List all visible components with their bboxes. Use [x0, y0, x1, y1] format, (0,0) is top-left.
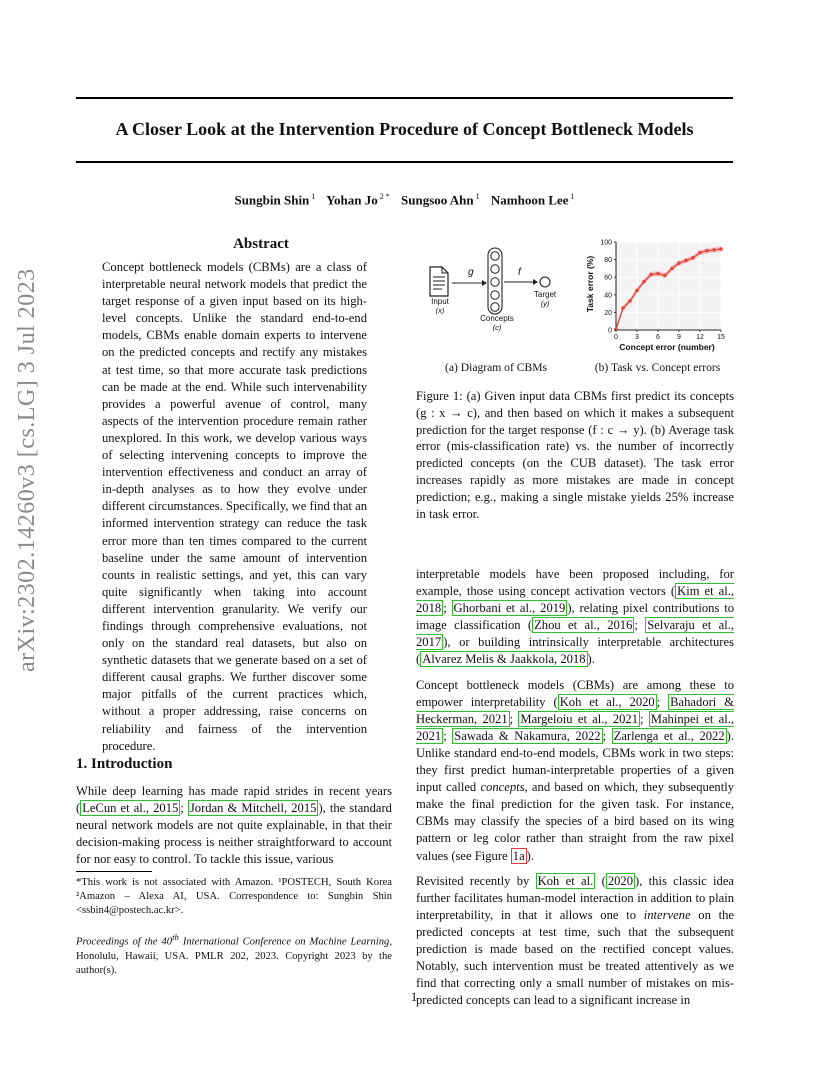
chart-y-tick-label: 40 [604, 292, 612, 300]
proceedings-note: Proceedings of the 40th International Conference on Machine Learning, Honolulu, Hawaii, USA. PMLR 202, 2023. Copyright 2023 by the author(s). [76, 932, 392, 976]
diagram-input-var: (x) [435, 306, 445, 315]
chart-data-point [663, 274, 667, 278]
chart-data-point [628, 299, 632, 303]
diagram-concepts-label: Concepts [480, 314, 514, 323]
citation-link[interactable]: Margeloiu et al., 2021 [520, 711, 639, 726]
citation-link[interactable]: Koh et al., 2020 [559, 694, 655, 709]
chart-x-tick-label: 6 [656, 334, 660, 341]
citation-link[interactable]: 2020 [607, 873, 633, 888]
chart-data-point [712, 248, 716, 252]
author-list [76, 192, 733, 208]
chart-data-point [691, 256, 695, 260]
footnote-rule [76, 871, 152, 872]
paper-title: A Closer Look at the Intervention Procedure of Concept Bottleneck Models [115, 119, 694, 139]
right-column-text [416, 566, 734, 1009]
chart-data-point [649, 273, 653, 277]
body-paragraph: Concept bottleneck models (CBMs) are among these to empower interpretability ( Koh et al., 2020 ; Bahadori & Heckerman, 2021 ; Margeloiu et al., 2021 ; Mahinpei et al., 2021 ; Sawada & Nakamura, 2022 ; Zarlenga et al., 2022 ). Unlike standard end-to-end models, CBMs work in two steps: they first predict human-interpretable properties of a given input called concepts, and based on which, they subsequently make the final prediction for the given task. For instance, CBMs may classify the species of a bird based on its wing pattern or leg color rather than straight from the raw pixel values (see Figure 1a ). [416, 677, 735, 863]
diagram-input-label: Input [431, 297, 449, 306]
diagram-f-label: f [518, 267, 521, 278]
figure-reference-link[interactable]: 1a [512, 848, 525, 863]
chart-x-axis-label: Concept error (number) [619, 342, 715, 352]
citation-link[interactable]: Zhou et al., 2016 [534, 618, 633, 633]
chart-data-point [684, 259, 688, 263]
chart-data-point [698, 251, 702, 255]
concept-node [491, 278, 499, 286]
chart-y-tick-label: 20 [604, 309, 612, 317]
concept-node [491, 265, 499, 273]
chart-y-axis-label: Task error (%) [585, 255, 595, 313]
author-name: Namhoon Lee [490, 192, 569, 208]
body-paragraph: interpretable models have been proposed including, for example, those using concept activation vectors ( Kim et al., 2018 ; Ghorbani et al., 2019 ), relating pixel contributions to image classification ( Zhou et al., 2016 ; Selvaraju et al., 2017 ), or building intrinsically interpretable architectures ( Alvarez Melis & Jaakkola, 2018 ). [416, 567, 735, 667]
abstract-text: Concept bottleneck models (CBMs) are a class of interpretable neural network models that predict the target response of a given input based on its high-level concepts. Unlike the standard end-to-end models, CBMs enable domain experts to intervene on the predicted concepts and rectify any mistakes at test time, so that more accurate task predictions can be made at the end. While such intervenability provides a powerful avenue of control, many aspects of the intervention procedure remain rather unexplored. In this work, we develop various ways of selecting intervening concepts to improve the intervention effectiveness and conduct an array of in-depth analyses as to how they evolve under different circumstances. Specifically, we find that an informed intervention strategy can reduce the task error more than ten times compared to the current baseline under the same amount of intervention counts in realistic settings, and yet, this can vary quite significantly when taking into account different intervention granularity. We verify our findings through comprehensive evaluations, not only on the standard real datasets, but also on synthetic datasets that we generate based on a set of different causal graphs. We further discover some major pitfalls of the current practices which, without a proper addressing, raise concerns on reliability and fairness of the intervention procedure. [102, 260, 367, 753]
intro-paragraph: While deep learning has made rapid strides in recent years ( LeCun et al., 2015 ; Jordan & Mitchell, 2015 ), the standard neural network models are not quite explainable, in that their decision-making process is neither straightforward to account for nor easy to control. To tackle this issue, various [76, 784, 392, 867]
chart-data-point [642, 280, 646, 284]
chart-x-tick-label: 12 [696, 334, 704, 341]
author-name: Sungbin Shin [234, 192, 310, 208]
subcaption-b: (b) Task vs. Concept errors [594, 361, 721, 374]
chart-y-tick-label: 100 [600, 239, 612, 247]
chart-data-point [705, 249, 709, 253]
target-node [540, 277, 550, 287]
figure-caption: Figure 1: (a) Given input data CBMs first predict its concepts (g : x → c), and then based on which it makes a subsequent prediction for the target response (f : c → y). (b) Average task error (mis-classification rate) vs. the number of incorrectly predicted concepts (on the CUB dataset). The task error increases rapidly as more mistakes are made in concept prediction; e.g., making a single mistake yields 25% increase in task error. [416, 389, 734, 521]
chart-data-point [635, 289, 639, 293]
citation-link[interactable]: Alvarez Melis & Jaakkola, 2018 [422, 652, 586, 667]
page-number: 1 [410, 989, 418, 1004]
title-rule-bottom [76, 161, 733, 163]
section-heading-introduction: 1. Introduction [76, 756, 173, 772]
citation-link[interactable]: Selvaraju et al., 2017 [416, 618, 734, 650]
arxiv-stamp: arXiv:2302.14260v3 [cs.LG] 3 Jul 2023 [14, 268, 40, 672]
chart-data-point [621, 306, 625, 310]
chart-y-tick-label: 80 [604, 257, 612, 265]
chart-data-point [670, 267, 674, 271]
chart-x-tick-label: 0 [614, 334, 618, 341]
chart-data-point [719, 247, 723, 251]
chart-y-tick-label: 0 [608, 327, 612, 335]
chart-x-tick-label: 3 [635, 334, 639, 341]
citation-link[interactable]: Sawada & Nakamura, 2022 [454, 728, 601, 743]
affiliation-footnote: *This work is not associated with Amazon. ¹POSTECH, South Korea ²Amazon – Alexa AI, USA. Correspondence to: Sungbin Shin <ssbin4@postech.ac.kr>. [76, 877, 392, 917]
citation-link[interactable]: Bahadori & Heckerman, 2021 [416, 694, 734, 726]
citation-link[interactable]: Ghorbani et al., 2019 [453, 601, 566, 616]
chart-x-tick-label: 15 [717, 334, 725, 341]
subcaption-a: (a) Diagram of CBMs [444, 361, 548, 374]
abstract-heading: Abstract [233, 236, 289, 252]
diagram-concepts-var: (c) [492, 323, 502, 332]
author-affiliation: 1 [311, 192, 316, 201]
author-affiliation: 1 [570, 192, 575, 201]
diagram-target-var: (y) [540, 299, 550, 308]
diagram-g-label: g [468, 267, 474, 278]
chart-plot-area [616, 242, 721, 330]
citation-link[interactable]: Kim et al., 2018 [416, 584, 734, 616]
body-paragraph: Revisited recently by Koh et al. ( 2020 ), this classic idea further facilitates human-model interaction in addition to plain interpretability, in that it allows one to intervene on the predicted concepts at test time, such that the subsequent prediction is made based on the rectified concept values. Notably, such intervention must be treated attentively as we find that correcting only a small number of mistakes on mis-predicted concepts can lead to a significant increase in [416, 873, 735, 1008]
cbm-diagram [416, 240, 576, 335]
citation-link[interactable]: LeCun et al., 2015 [82, 801, 179, 816]
chart-data-point [677, 261, 681, 265]
chart-y-tick-label: 60 [604, 274, 612, 282]
diagram-target-label: Target [533, 290, 557, 299]
title-rule-top [76, 97, 733, 99]
citation-link[interactable]: Zarlenga et al., 2022 [613, 728, 725, 743]
citation-link[interactable]: Mahinpei et al., 2021 [416, 711, 734, 743]
chart-data-point [656, 272, 660, 276]
citation-link[interactable]: Koh et al. [537, 873, 594, 888]
chart-x-tick-label: 9 [677, 334, 681, 341]
concept-node [491, 291, 499, 299]
author-name: Sungsoo Ahn [401, 192, 474, 208]
task-vs-concept-error-chart [580, 236, 730, 354]
author-affiliation: 2 * [379, 192, 390, 201]
citation-link[interactable]: Jordan & Mitchell, 2015 [189, 801, 317, 816]
document-icon [430, 267, 448, 296]
concept-node [491, 303, 499, 311]
concept-node [491, 252, 499, 260]
author-name: Yohan Jo [326, 192, 378, 208]
author-affiliation: 1 [475, 192, 480, 201]
